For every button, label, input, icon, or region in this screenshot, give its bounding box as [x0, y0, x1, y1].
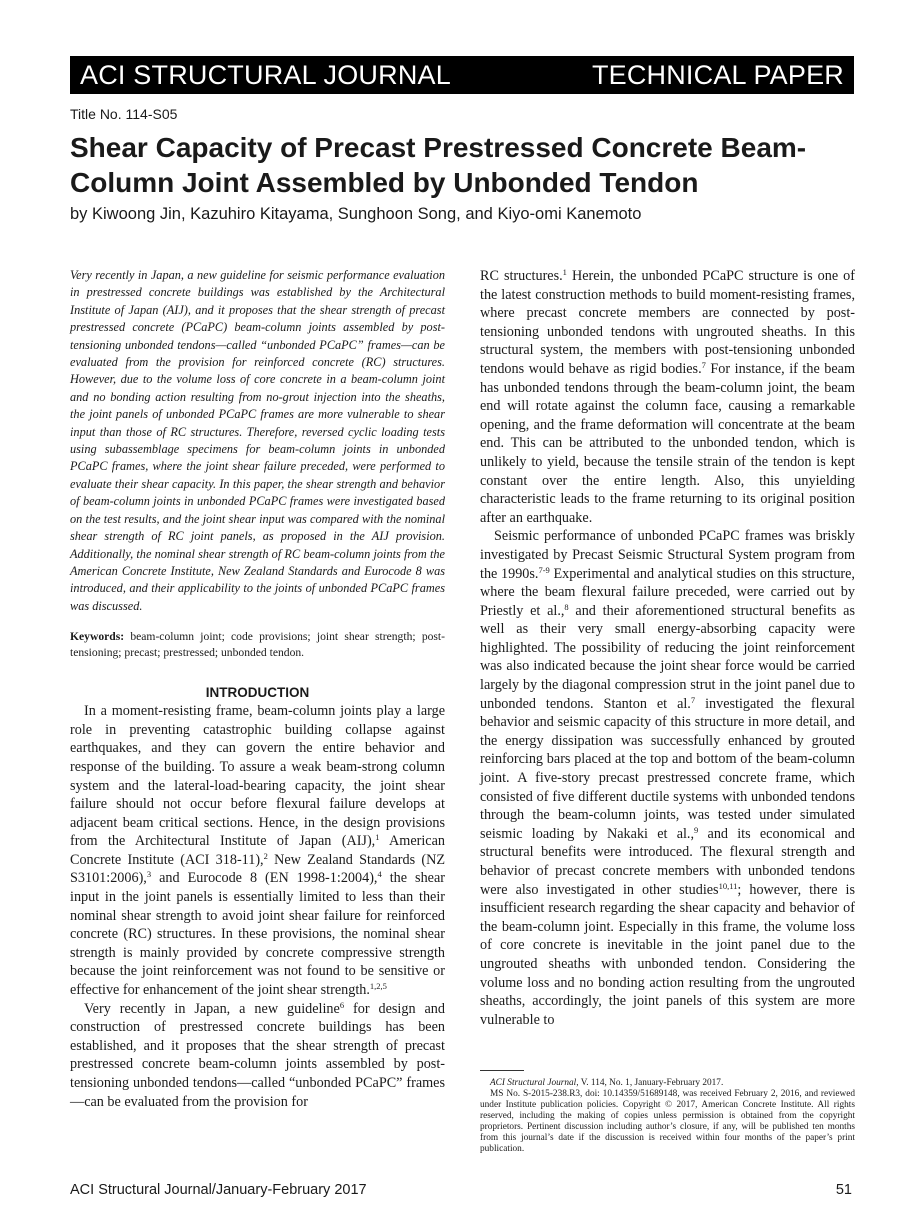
footnote-issue: , V. 114, No. 1, January-February 2017.: [576, 1078, 724, 1088]
banner-paper-type: TECHNICAL PAPER: [591, 60, 844, 90]
paragraph: [70, 1000, 445, 1112]
section-heading-introduction: INTRODUCTION: [205, 685, 310, 701]
citation: 3: [146, 869, 152, 880]
footnote-journal: ACI Structural Journal: [490, 1078, 577, 1088]
running-footer: ACI Structural Journal/January-February 2017: [70, 1182, 367, 1198]
paragraph-text: New Zealand Standards (NZ S3101:2006),: [70, 851, 445, 887]
paragraph-text: the shear input in the joint panels is essentially limited to less than their nominal shear strength to avoid joint shear failure for reinforced concrete (RC) structures. In these provisions, the nominal shear strength is mainly provided by concrete compressive strength because the joint reinforcement was not found to be sensitive or effective for enhancement of the joint shear strength.: [70, 870, 445, 999]
paragraph-text: Herein, the unbonded PCaPC structure is one of the latest construction methods to build moment-resisting frames, where precast concrete members are connected by post-tensioning unbonded tendons with ungrouted sheaths. In this structural system, the members with post-tensioning unbonded tendons would behave as rigid bodies.: [480, 268, 855, 377]
footnote-citation: [480, 1078, 855, 1089]
citation: 1: [375, 832, 380, 843]
paragraph: [480, 527, 855, 1029]
paragraph-text: For instance, if the beam has unbonded tendons through the beam-column joint, the beam end will rotate against the column face, causing a remarkable opening, and the frame deformation will concentrate at the beam end. This can be attributed to the unbonded tendon, which is unlikely to yield, because the tensile strain of the tendon is kept constant over the entire length. Also, this unyielding characteristic leads to the frame returning to its original position after an earthquake.: [480, 360, 856, 526]
paragraph-text: RC structures.: [480, 268, 563, 284]
paragraph-text: Seismic performance of unbonded PCaPC frames was briskly investigated by Precast Seismic Structural System program from the 1990s.: [480, 528, 855, 582]
footnote-rule: [480, 1070, 524, 1071]
citation: 1: [562, 267, 567, 277]
footnote-body: MS No. S-2015-238.R3, doi: 10.14359/51689148, was received February 2, 2016, and reviewed under Institute publication policies. Copyright © 2017, American Concrete Institute. All rights reserved, including the making of copies unless permission is obtained from the copyright proprietors. Pertinent discussion including author’s closure, if any, will be published ten months from this journal’s date if the discussion is received within four months of the paper’s print publication.: [480, 1089, 855, 1154]
citation: 7: [701, 359, 706, 370]
paper-title: Shear Capacity of Precast Prestressed Concrete Beam-Column Joint Assembled by Unbonded Tendon: [70, 132, 807, 198]
abstract: Very recently in Japan, a new guideline for seismic performance evaluation in prestressed concrete buildings was established by the Architectural Institute of Japan (AIJ), and it proposes that the shear strength of precast prestressed concrete (PCaPC) beam-column joints assembled by post-tensioning unbonded tendons—called “unbonded PCaPC” frames—can be evaluated from the provision for reinforced concrete (RC) structures. However, due to the volume loss of core concrete in a beam-column joint and no bonding action resulting from no-grout injection into the sheaths, the joint panels of unbonded PCaPC frames are more vulnerable to shear input than those of RC structures. Therefore, reversed cyclic loading tests using subassemblage specimens for beam-column joints in unbonded PCaPC frames, where the joint shear failure preceded, were performed to evaluate their shear capacity. In this paper, the shear strength and behavior of beam-column joints in unbonded PCaPC frames were investigated based on the test results, and the joint shear input was compared with the nominal shear strength of RC joint panels, as proposed in the AIJ provision. Additionally, the nominal shear strength of RC beam-column joints from the American Concrete Institute, New Zealand Standards and Eurocode 8 was introduced, and their applicability to the joints of unbonded PCaPC frames was discussed.: [70, 268, 445, 613]
page-number: 51: [835, 1182, 852, 1198]
paragraph-text: Very recently in Japan, a new guideline: [84, 1000, 340, 1017]
paragraph-text: and its economical and structural benefits were introduced. The flexural strength and behavior of precast concrete members with unbonded tendons were also investigated in other studies: [480, 825, 855, 898]
paragraph-text: In a moment-resisting frame, beam-column joints play a large role in preventing catastrophic building collapse against earthquakes, and they can govern the entire behavior and response of the building. To assure a weak beam-strong column system and the lateral-load-bearing capacity, the joint shear failure should not occur before flexural failure develops at adjacent beam critical sections. Hence, in the design provisions from the Architectural Institute of Japan (AIJ),: [70, 703, 445, 850]
citation: 1,2,5: [369, 981, 387, 992]
paragraph: [480, 267, 855, 527]
banner-journal-name: ACI STRUCTURAL JOURNAL: [80, 60, 451, 90]
paragraph-text: American Concrete Institute (ACI 318-11),: [70, 833, 445, 868]
left-column: [70, 267, 445, 1111]
paragraph-text: investigated the flexural behavior and seismic capacity of this structure in more detail, and the energy dissipation was successfully enhanced by grouted reinforcing bars placed at the top and bottom of the beam-column joint. A five-story precast prestressed concrete frame, which consisted of five different ductile systems with unbonded tendons through the beam-column joints, was tested under simulated seismic loading by Nakaki et al.,: [480, 695, 855, 842]
paragraph: [70, 702, 445, 1000]
paragraph-text: and Eurocode 8 (EN 1998-1:2004),: [151, 870, 378, 887]
paragraph-text: and their aforementioned structural benefits as well as their very small energy-absorbing capacity were highlighted. The possibility of reducing the joint reinforcement was also indicated because the joint shear force would be carried largely by the diagonal compression strut in the joint panel due to unbonded tendons. Stanton et al.: [480, 602, 855, 712]
journal-banner: [70, 56, 854, 94]
keywords-label: Keywords:: [70, 630, 125, 644]
footnote: [480, 1078, 855, 1155]
citation: 2: [263, 850, 268, 861]
citation: 4: [377, 869, 382, 880]
citation: 7-9: [538, 564, 550, 575]
keywords: [70, 629, 445, 661]
keywords-text: beam-column joint; code provisions; joint shear strength; post-tensioning; precast; prestressed; unbonded tendon.: [70, 630, 446, 660]
right-column: [480, 267, 855, 1029]
paragraph-text: ; however, there is insufficient research regarding the shear capacity and behavior of the beam-column joint. Especially in this frame, the volume loss of core concrete is inevitable in the joint panel due to the ungrouted sheaths with unbonded tendon. Considering the volume loss and no bonding action resulting from the ungrouted sheaths, accordingly, the joint panels of this system are more vulnerable to: [480, 881, 855, 1028]
citation: 10,11: [718, 880, 738, 891]
title-number: Title No. 114-S05: [70, 106, 178, 122]
author-list: by Kiwoong Jin, Kazuhiro Kitayama, Sunghoon Song, and Kiyo-omi Kanemoto: [70, 205, 642, 223]
paragraph-text: Experimental and analytical studies on this structure, where the beam flexural failure preceded, were carried out by Priestly et al.,: [480, 565, 855, 619]
paragraph-text: for design and construction of prestressed concrete buildings has been established, and it proposes that the shear strength of precast prestressed concrete beam-column joints assembled by post-tensioning unbonded tendons—called “unbonded PCaPC” frames—can be evaluated from the provision for: [70, 1000, 445, 1110]
citation: 8: [564, 601, 569, 612]
citation: 9: [694, 824, 699, 835]
citation: 7: [690, 694, 696, 705]
citation: 6: [339, 999, 345, 1010]
introduction-body: [70, 702, 445, 1111]
